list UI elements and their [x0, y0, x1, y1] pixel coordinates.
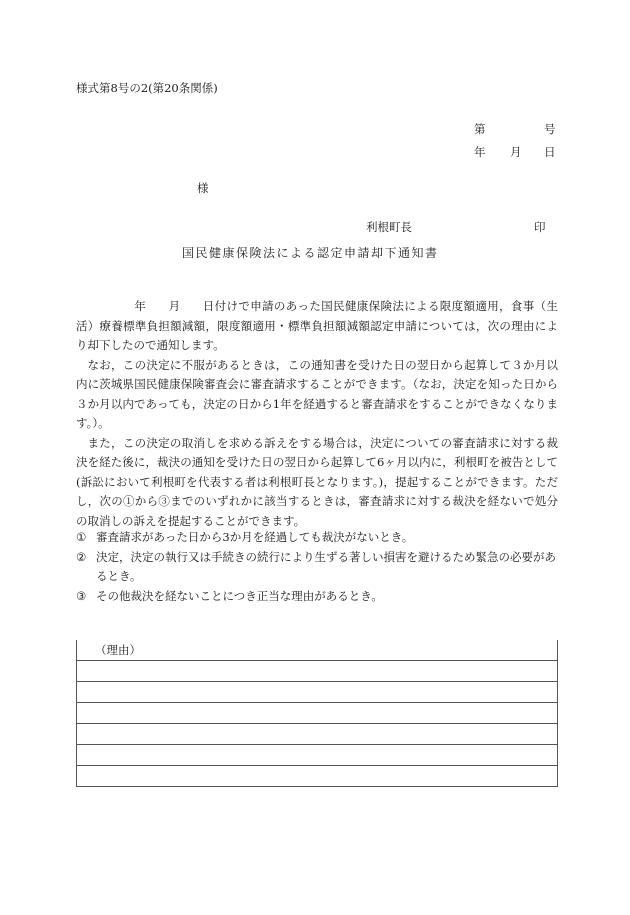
reason-line[interactable]: [77, 703, 557, 724]
item-text: 決定，決定の執行又は手続きの続行により生ずる著しい損害を避けるため緊急の必要があるとき。: [96, 549, 556, 583]
reason-box: [76, 640, 558, 787]
item-text: 審査請求があった日から3か月を経過しても裁決がないとき。: [96, 530, 414, 544]
doc-number-prefix: 第: [474, 122, 486, 136]
paragraph-2: なお，この決定に不服があるときは，この通知書を受けた日の翌日から起算して３か月以内に茨城県国民健康保険審査会に審査請求することができます。（なお，決定を知った日から３か月以内であっても，決定の日から1年を経過すると審査請求をすることができなくなります。）。: [76, 357, 558, 430]
reason-line[interactable]: [77, 724, 557, 745]
item-mark: ①: [76, 530, 87, 544]
paragraph-3: また，この決定の取消しを求める訴えをする場合は，決定についての審査請求に対する裁決を経た後に，裁決の通知を受けた日の翌日から起算して6ヶ月以内に，利根町を被告として(訴訟において利根町を代表する者は利根町長となります。)，提起することができます。ただし，次の①から③までのいずれかに該当するときは，審査請求に対する裁決を経ないで処分の取消しの訴えを提起することができます。: [76, 435, 558, 528]
doc-number-suffix: 号: [544, 122, 556, 136]
addressee-suffix: 様: [197, 181, 209, 195]
notice-body: [76, 297, 558, 531]
p1-month: 月: [168, 299, 181, 313]
reason-line[interactable]: [77, 766, 557, 786]
item-text: その他裁決を経ないことにつき正当な理由があるとき。: [96, 588, 383, 603]
reason-line[interactable]: [77, 682, 557, 703]
item-mark: ③: [76, 588, 87, 603]
list-item: [76, 528, 558, 548]
paragraph-1: [76, 297, 558, 356]
form-number: 様式第8号の2(第20条関係): [76, 81, 218, 95]
exception-list: [76, 528, 558, 606]
item-mark: ②: [76, 549, 87, 564]
issuer-seal: 印: [534, 220, 546, 234]
date-year: 年: [474, 145, 486, 159]
reason-label: （理由）: [77, 640, 557, 661]
issuer-title: 利根町長: [366, 220, 412, 234]
p1-text: 日付けで申請のあった国民健康保険法による限度額適用，食事（生活）療養標準負担額減額，限度額適用・標準負担額減額認定申請については，次の理由により却下したので通知します。: [76, 299, 559, 352]
list-item: [76, 587, 558, 607]
list-item: [76, 548, 558, 587]
reason-line[interactable]: [77, 661, 557, 682]
document-title: 国民健康保険法による認定申請却下通知書: [182, 246, 439, 260]
date-day: 日: [544, 145, 556, 159]
date-month: 月: [510, 145, 522, 159]
reason-line[interactable]: [77, 745, 557, 766]
p1-year: 年: [134, 299, 147, 313]
